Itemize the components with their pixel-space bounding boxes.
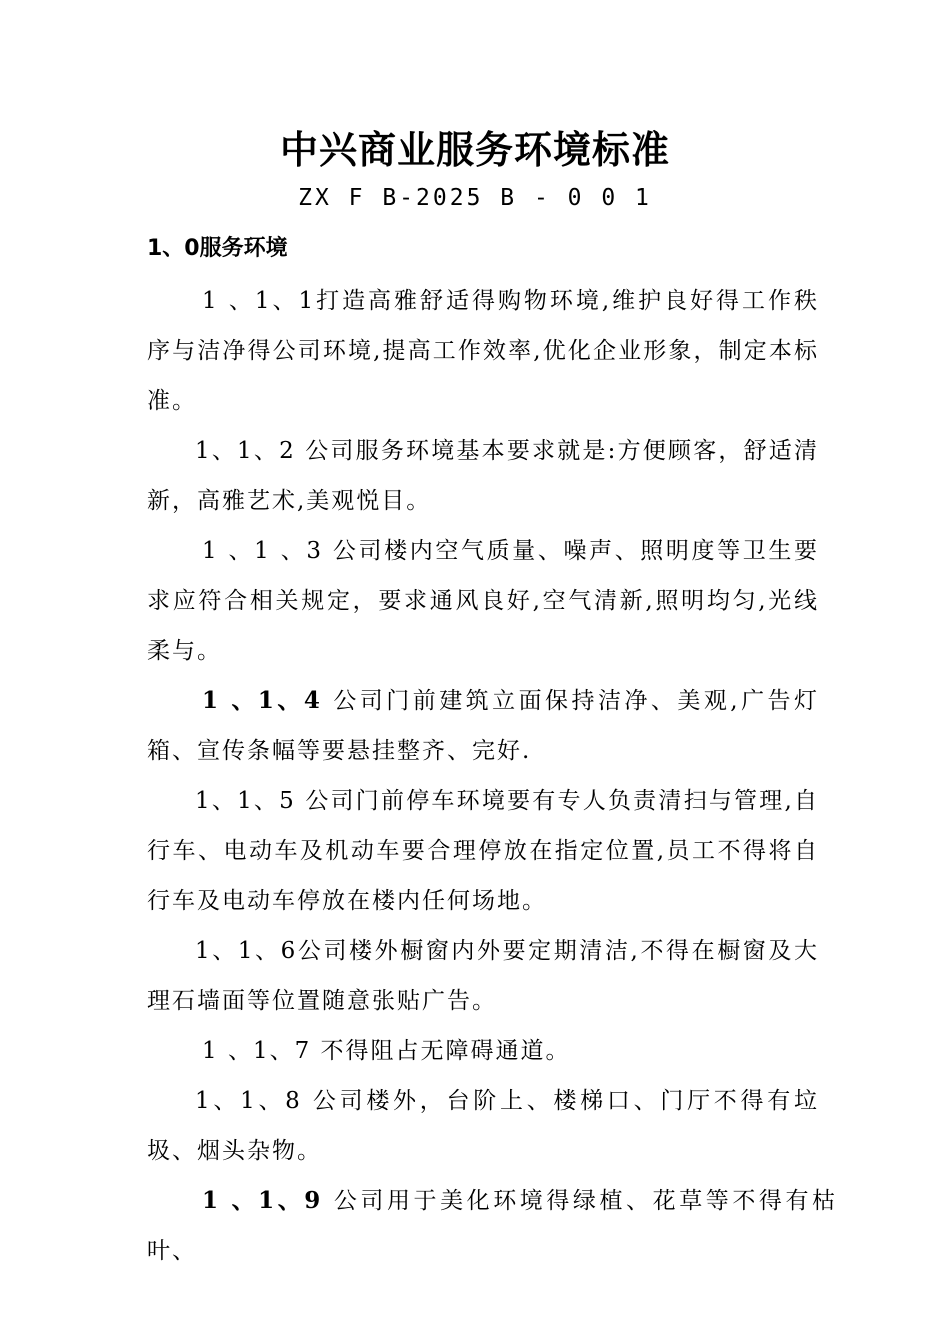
clause-1-1-7	[147, 1026, 819, 1076]
clause-text: 打造高雅舒适得购物环境,维护良好得工作秩序与洁净得公司环境,提高工作效率,优化企业形象，制定本标准。	[147, 288, 819, 414]
clause-text: 不得阻占无障碍通道。	[320, 1038, 571, 1064]
clause-1-1-8	[147, 1076, 819, 1176]
clause-number: 1、1、8	[195, 1088, 313, 1114]
clause-text: 公司服务环境基本要求就是:方便顾客，舒适清新，高雅艺术,美观悦目。	[147, 438, 819, 514]
clause-1-1-1	[147, 276, 819, 426]
clause-number: 1 、1、7	[202, 1038, 321, 1064]
clause-text: 公司用于美化环境得绿植、花草等不得有枯叶、	[147, 1188, 838, 1264]
clause-number: 1 、1、9	[202, 1187, 334, 1214]
clause-text: 公司楼外，台阶上、楼梯口、门厅不得有垃圾、烟头杂物。	[147, 1088, 819, 1164]
clause-1-1-4	[147, 676, 819, 776]
clause-1-1-2	[147, 426, 819, 526]
section-heading: 1、0服务环境	[147, 236, 288, 261]
clause-number: 1、1、2	[195, 438, 306, 464]
clause-number: 1 、1、4	[202, 687, 334, 714]
clause-1-1-3	[147, 526, 819, 676]
clause-1-1-9	[147, 1176, 837, 1276]
document-title: 中兴商业服务环境标准	[279, 128, 670, 172]
clause-number: 1 、1、1	[202, 288, 316, 314]
clause-number: 1、1、5	[195, 788, 306, 814]
clause-number: 1 、1 、3	[202, 538, 333, 564]
clause-1-1-6	[147, 926, 819, 1026]
clause-number: 1、1、6	[195, 938, 298, 964]
clause-text: 公司门前停车环境要有专人负责清扫与管理,自行车、电动车及机动车要合理停放在指定位置,员工不得将自行车及电动车停放在楼内任何场地。	[147, 788, 819, 914]
clause-1-1-5	[147, 776, 819, 926]
clause-text: 公司门前建筑立面保持洁净、美观,广告灯箱、宣传条幅等要悬挂整齐、完好.	[147, 688, 819, 764]
clause-text: 公司楼内空气质量、噪声、照明度等卫生要求应符合相关规定，要求通风良好,空气清新,照明均匀,光线柔与。	[147, 538, 820, 664]
document-code: ZX F B-2025 B - 0 0 1	[298, 185, 652, 211]
clause-text: 公司楼外橱窗内外要定期清洁,不得在橱窗及大理石墙面等位置随意张贴广告。	[147, 938, 819, 1014]
